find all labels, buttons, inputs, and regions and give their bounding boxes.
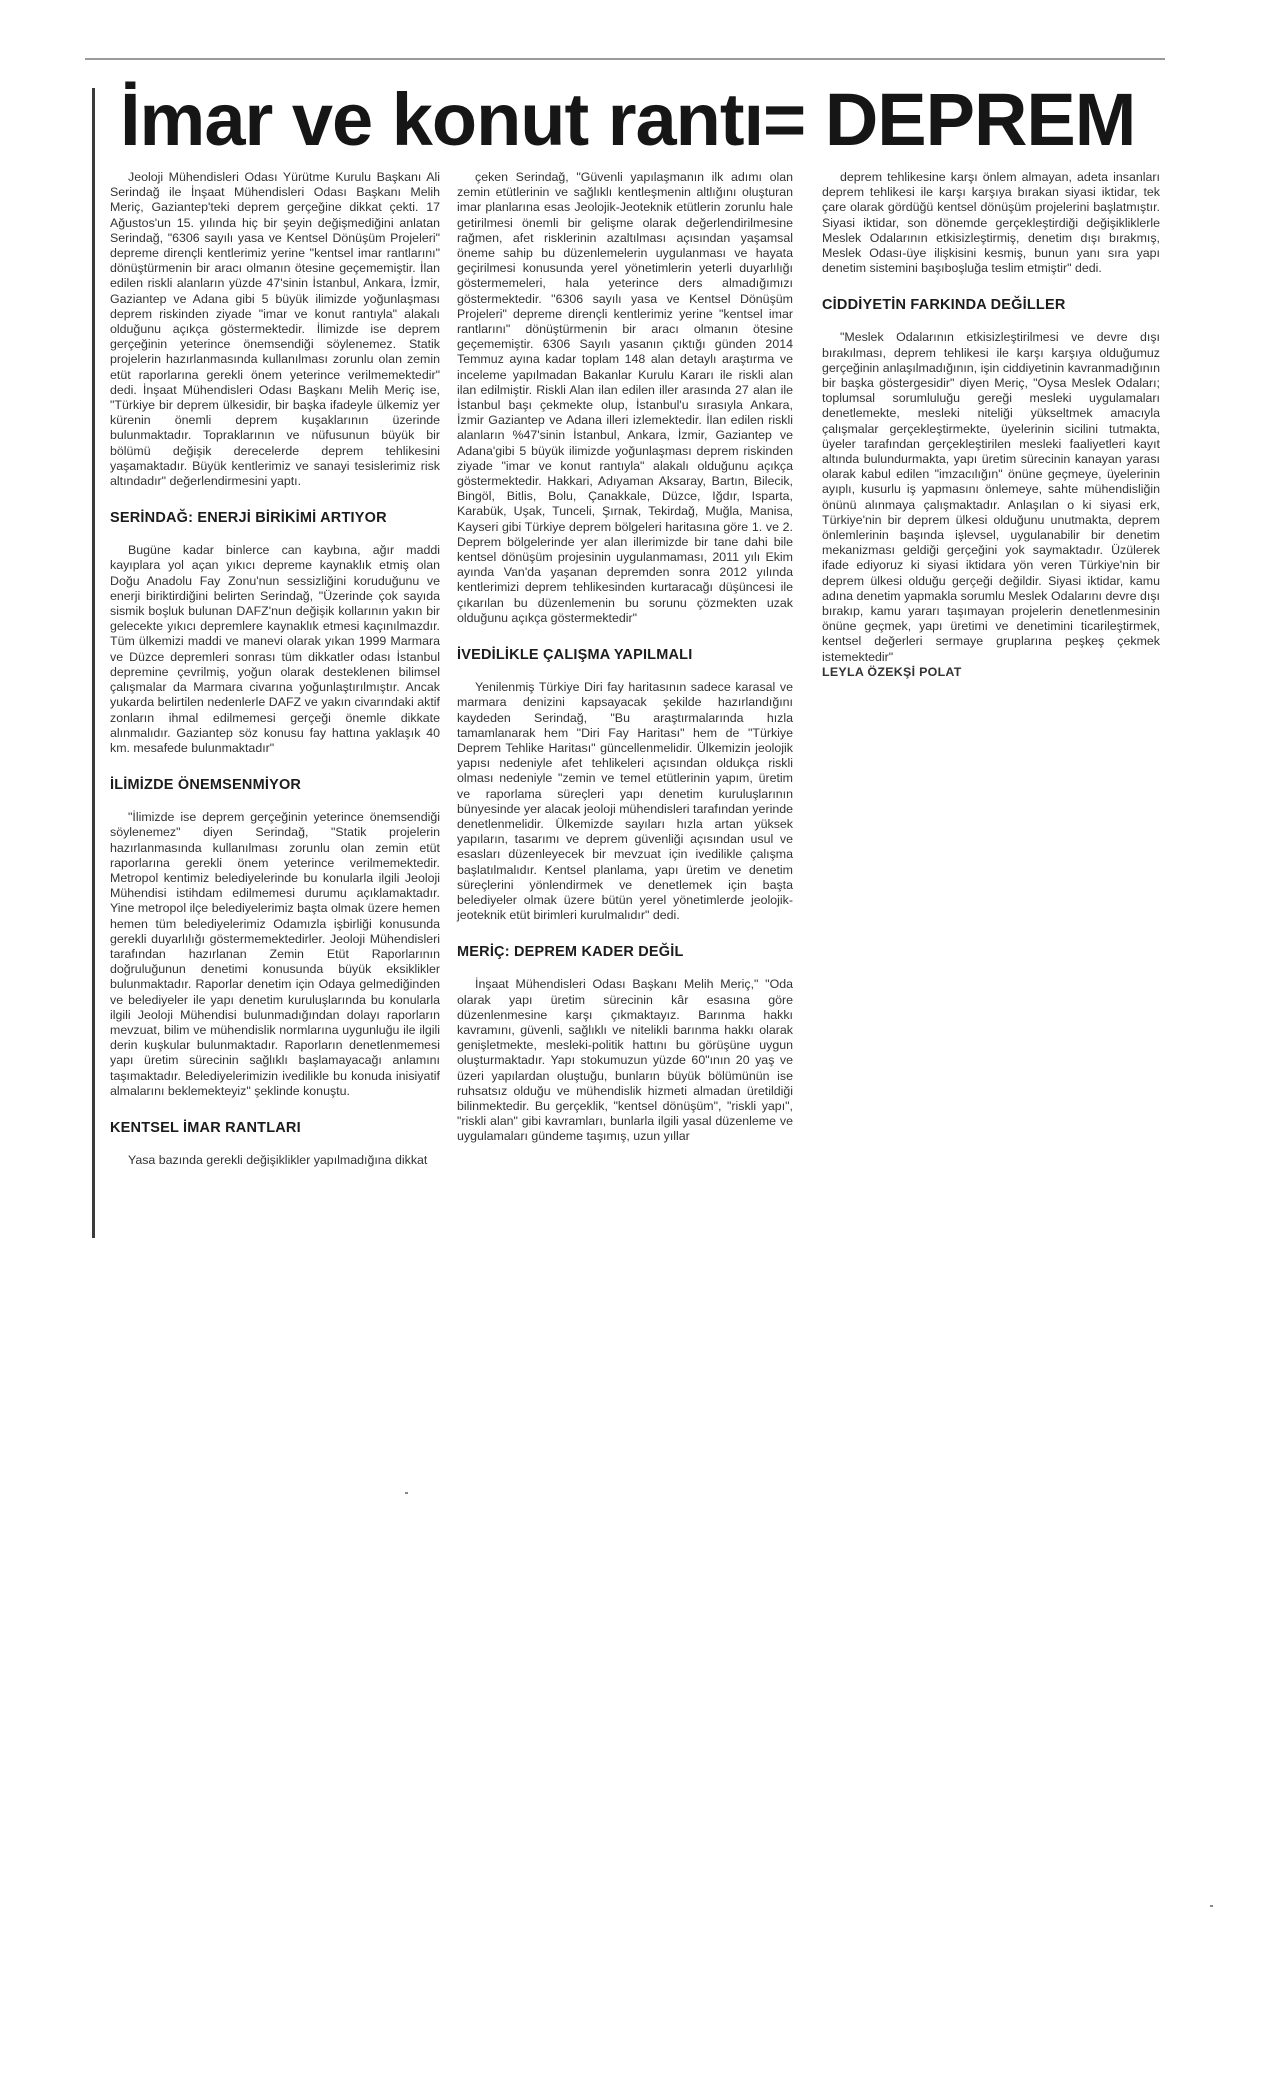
- subheading: İVEDİLİKLE ÇALIŞMA YAPILMALI: [457, 647, 693, 664]
- scan-speck: [1210, 1905, 1213, 1907]
- headline: İmar ve konut rantı= DEPREM: [120, 78, 1136, 161]
- subheading: KENTSEL İMAR RANTLARI: [110, 1119, 301, 1136]
- paragraph: "Meslek Odalarının etkisizleştirilmesi ve devre dışı bırakılması, deprem tehlikesi ile karşı karşıya olduğumuz gerçeğinin anlaşılmadığının, işin ciddiyetinin kavranmadığının bir başka göstergesidir" diyen Meriç, "Oysa Meslek Odaları; toplumsal sorumluluğu gereği mesleki uygulamaları denetlemekte, mesleki niteliği yükseltmek amacıyla çalışmalar gerçekleştirmekte, üyelerinin sicilini tutmakta, üyeler tarafından gerçekleştirilen mesleki faaliyetleri kayıt altında bulundurmakta, yapı üretim sürecinin kanayan yarası olarak kabul edilen "imzacılığın" önüne geçmeye, üyelerinin ayıplı, kusurlu iş yapmasını önlemeye, sahte mühendisliğin önünü alınmaya çalışmaktadır. Anlaşılan o ki siyasi erk, Türkiye'nin bir deprem ülkesi olduğunu unutmakta, deprem önlemlerinin başında işlevsel, uygulanabilir bir denetim mekanizması geldiği gerçeğini yok saymaktadır. Üzülerek ifade ediyoruz ki siyasi iktidara yön veren Türkiye'nin bir deprem ülkesi olduğu gerçeği değildir. Siyasi iktidar, kamu adına denetim yapmakla sorumlu Meslek Odalarını devre dışı bırakıp, kamu yararı taşımayan projelerin denetlenmesinin önüne geçmek, yapı üretimi ve denetimini ticarileştirmek, kentsel değerleri sermaye gruplarına peşkeş çekmek istemektedir": [822, 330, 1160, 664]
- subheading: CİDDİYETİN FARKINDA DEĞİLLER: [822, 297, 1066, 314]
- left-column-rule: [92, 88, 95, 1238]
- paragraph: Bugüne kadar binlerce can kaybına, ağır maddi kayıplara yol açan yıkıcı depreme kaynaklık etmiş olan Doğu Anadolu Fay Zonu'nun sessizliğini koruduğunu ve enerji biriktirdiğini belirten Serindağ, "Üzerinde çok sayıda sismik boşluk bulunan DAFZ'nun değişik kollarının yakın bir gelecekte yıkıcı depremlere kaynaklık etmesi kaçınılmazdır. Tüm ülkemizi maddi ve manevi olarak yıkan 1999 Marmara ve Düzce depremleri sonrası tüm dikkatler odası İstanbul depremine çevrilmiş, yoğun olarak desteklenen bilimsel çalışmalar da Marmara civarına yoğunlaştırılmıştır. Ancak yukarda belirtilen nedenlerle DAFZ ve yakın civarındaki aktif zonların ihmal edilmemesi gerçeği önemle dikkate alınmalıdır. Gaziantep söz konusu fay hattına yaklaşık 40 km. mesafede bulunmaktadır": [110, 543, 440, 755]
- paragraph: Yasa bazında gerekli değişiklikler yapılmadığına dikkat: [128, 1152, 428, 1167]
- paragraph: İnşaat Mühendisleri Odası Başkanı Melih Meriç," "Oda olarak yapı üretim sürecinin kâr esasına göre düzenlenmesine karşı çıkmaktayız. Barınma hakkı kavramını, güvenli, sağlıklı ve nitelikli barınma hakkı olarak genişletmekte, mesleki-politik hattını bu görüşüne uygun oluşturmaktadır. Yapı stokumuzun yüzde 60"ının 20 yaş ve üzeri yapılardan oluştuğu, bunların büyük bölümünün ise ruhsatsız olduğu ve mühendislik hizmeti almadan üretildiği bilinmektedir. Bu gerçeklik, "kentsel dönüşüm", "riskli yapı", "riskli alan" gibi kavramları, bunlarla ilgili yasal düzenleme ve uygulamaları gündeme taşımış, uzun yıllar: [457, 977, 793, 1144]
- paragraph: Yenilenmiş Türkiye Diri fay haritasının sadece karasal ve marmara denizini kapsayacak şekilde hazırlandığını kaydeden Serindağ, "Bu araştırmalarında hızla tamamlanarak hem "Diri Fay Haritası" hem de "Türkiye Deprem Tehlike Haritası" güncellenmelidir. Ülkemizin jeolojik yapısı nedeniyle afet tehlikeleri açısından oldukça riskli olması nedeniyle "zemin ve temel etütlerinin yapım, üretim ve raporlama süreçleri yapı denetim kuruluşlarının bünyesinde yer alacak jeoloji mühendisleri tarafından yerinde denetlenmelidir. Ülkemizde sayıları hızla artan yüksek yapıların, tasarımı ve deprem güvenliği açısından usul ve esasları düzenleyecek bir mevzuat için ivedilikle çalışma başlatılmalıdır. Kentsel planlama, yapı üretim ve denetim süreçlerini yönlendirmek ve denetlemek için başta belediyeler olmak üzere bütün yerel yönetimlerde jeolojik-jeoteknik etüt birimleri kurulmalıdır" dedi.: [457, 680, 793, 923]
- subheading: MERİÇ: DEPREM KADER DEĞİL: [457, 944, 684, 961]
- article-column-2: [457, 170, 793, 1145]
- paragraph: Jeoloji Mühendisleri Odası Yürütme Kurulu Başkanı Ali Serindağ ile İnşaat Mühendisleri Odası Başkanı Melih Meriç, Gaziantep'teki deprem gerçeğine dikkat çekti. 17 Ağustos'un 15. yılında hiç bir şeyin değişmediğini anlatan Serindağ, "6306 sayılı yasa ve Kentsel Dönüşüm Projeleri" depreme dirençli kentlerimiz yerine "kentsel imar rantlarını" dönüştürmenin bir aracı olmanın ötesine geçememiştir. İlan edilen riskli alanların yüzde 47'sinin İstanbul, Ankara, İzmir, Gaziantep ve Adana gibi 5 büyük ilimizde yoğunlaşması deprem riskinden ziyade "imar ve konut rantıyla" alakalı olduğunu açıkça göstermektedir. İlimizde ise deprem gerçeğinin yeterince önemsendiği söylenemez. Statik projelerin hazırlanmasında kullanılması zorunlu olan zemin etüt raporlarına gerekli önem yeterince verilmemektedir" dedi. İnşaat Mühendisleri Odası Başkanı Melih Meriç ise, "Türkiye bir deprem ülkesidir, bir başka ifadeyle ülkemiz yer kürenin önemli deprem kuşaklarının üzerinde bulunmaktadır. Topraklarının ve nüfusunun büyük bir bölümü değişik derecelerde deprem tehlikesini yaşamaktadır. Büyük kentlerimiz ve sanayi tesislerimiz risk altındadır" değerlendirmesini yaptı.: [110, 170, 440, 489]
- paragraph: "İlimizde ise deprem gerçeğinin yeterince önemsendiği söylenemez" diyen Serindağ, "Statik projelerin hazırlanmasında kullanılması zorunlu olan zemin etüt raporlarına gerekli önem yeterince verilmemektedir. Metropol kentimiz belediyelerinde bu konularla ilgili Jeoloji Mühendisi istihdam edilmemesi durumu açıklamaktadır. Yine metropol ilçe belediyelerimiz başta olmak üzere hemen hemen tüm belediyelerimiz Odamızla işbirliği konusunda gerekli duyarlılığı göstermemektedirler. Jeoloji Mühendisleri tarafından hazırlanan Zemin Etüt Raporlarının doğruluğunun denetimi konusunda büyük eksiklikler bulunmaktadır. Raporlar denetim için Odaya gelmediğinden ve belediyeler ile yapı denetim kuruluşlarında bu konularla ilgili Jeoloji Mühendisi bulunmadığından dolayı raporların mevzuat, bilim ve mühendislik normlarına uygunluğu ile ilgili derin kuşkular bulunmaktadır. Raporların denetlenmemesi yapı üretim sürecinin sağlıklı başlamayacağı anlamını taşımaktadır. Belediyelerimizin ivedilikle bu konuda inisiyatif almalarını beklemekteyiz" şeklinde konuştu.: [110, 810, 440, 1098]
- top-rule: [85, 58, 1165, 60]
- paragraph: deprem tehlikesine karşı önlem almayan, adeta insanları deprem tehlikesi ile karşı karşıya bırakan siyasi iktidar, tek çare olarak gördüğü kentsel dönüşüm projelerini başlatmıştır. Siyasi iktidar, son dönemde gerçekleştirdiği değişikliklerle Meslek Odalarının etkisizleştirmiş, denetim dışı bırakmış, Meslek Odası-üye ilişkisini kesmiş, bunun yanı sıra yapı denetim sistemini başıboşluğa teslim etmiştir" dedi.: [822, 170, 1160, 276]
- paragraph: çeken Serindağ, "Güvenli yapılaşmanın ilk adımı olan zemin etütlerinin ve sağlıklı kentleşmenin altlığını oluşturan imar planlarına esas Jeolojik-Jeoteknik etütlerin zorunlu hale getirilmesi önemli bir gelişme olarak değerlendirilmesine rağmen, afet risklerinin azaltılması açısından yaşamsal öneme sahip bu düzenlemelerin uygulanması ve hayata geçirilmesi konusunda yerel yönetimlerin yeterli duyarlılığı göstermemeleri, hala yeterince ders almadığımızı göstermektedir. "6306 sayılı yasa ve Kentsel Dönüşüm Projeleri" depreme dirençli kentlerimiz yerine "kentsel imar rantlarını" dönüştürmenin bir aracı olmanın ötesine geçememiştir. 6306 Sayılı yasanın çıktığı günden 2014 Temmuz ayına kadar toplam 148 alan detaylı araştırma ve inceleme yapılmadan Bakanlar Kurulu Kararı ile riskli alan ilan edilmiştir. Riskli Alan ilan edilen iller arasında 27 alan ile İstanbul başı çekmekte olup, İstanbul'u sırasıyla Ankara, İzmir Gaziantep ve Adana illeri izlemektedir. İlan edilen riskli alanların %47'sinin İstanbul, Ankara, İzmir, Gaziantep ve Adana'gibi 5 büyük ilimizde yoğunlaşması deprem riskinden ziyade "imar ve konut rantıyla" alakalı olduğunu açıkça göstermektedir. Hakkari, Adıyaman Aksaray, Bartın, Bilecik, Bingöl, Bitlis, Bolu, Çanakkale, Düzce, Iğdır, Isparta, Karabük, Uşak, Tunceli, Şırnak, Tekirdağ, Muğla, Manisa, Kayseri gibi Türkiye deprem bölgeleri haritasına göre 1. ve 2. Deprem bölgelerinde yer alan illerimizde bir tane dahi bile kentsel dönüşüm projesinin uygulanmaması, 2011 yılı Ekim ayında Van'da yaşanan depremden sonra 2012 yılında kentlerimizi deprem tehlikesinden kurtaracağı düşüncesi ile çıkarılan bu düzenlemenin bu sorunu çözmekten uzak olduğunu açıkça göstermektedir": [457, 170, 793, 625]
- scan-speck: [405, 1492, 408, 1494]
- author-signature: LEYLA ÖZEKŞİ POLAT: [822, 664, 962, 679]
- article-column-1: [110, 170, 440, 1168]
- subheading: SERİNDAĞ: ENERJİ BİRİKİMİ ARTIYOR: [110, 510, 387, 527]
- article-column-3: [822, 170, 1160, 680]
- subheading: İLİMİZDE ÖNEMSENMİYOR: [110, 777, 302, 794]
